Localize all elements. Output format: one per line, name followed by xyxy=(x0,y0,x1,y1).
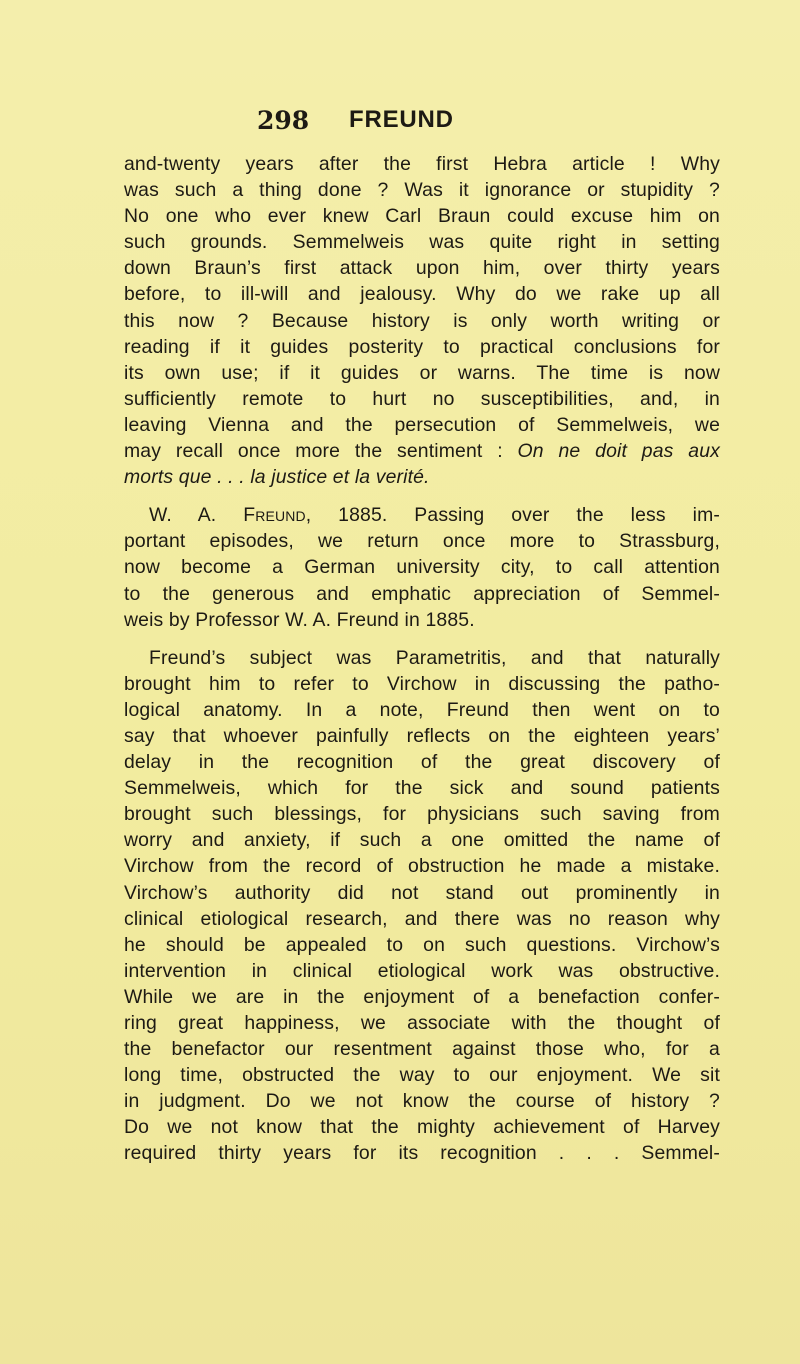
text-line: clinical etiological research, and there was no reason why xyxy=(124,907,720,930)
text-line: portant episodes, we return once more to Strassburg, xyxy=(124,530,720,553)
text-line: delay in the recognition of the great discovery of xyxy=(124,751,720,774)
body-text xyxy=(124,151,720,1167)
paragraph-3 xyxy=(124,645,720,1167)
text-line: reading if it guides posterity to practical conclusions for xyxy=(124,335,720,358)
text-line: this now ? Because history is only worth writing or xyxy=(124,309,720,332)
section-heading: W. A. Freund, 1885. xyxy=(149,504,388,527)
text-line: was such a thing done ? Was it ignorance or stupidity ? xyxy=(124,179,720,202)
text-line: Semmelweis, which for the sick and sound patients xyxy=(124,777,720,800)
text-line: Virchow’s authority did not stand out prominently in xyxy=(124,881,720,904)
text-line: in judgment. Do we not know the course of history ? xyxy=(124,1090,720,1113)
text-line: While we are in the enjoyment of a benefaction confer- xyxy=(124,985,720,1008)
text-line: Freund’s subject was Parametritis, and that naturally xyxy=(149,646,720,669)
text-line: long time, obstructed the way to our enjoyment. We sit xyxy=(124,1064,720,1087)
text-line: worry and anxiety, if such a one omitted the name of xyxy=(124,829,720,852)
text-line: No one who ever knew Carl Braun could excuse him on xyxy=(124,205,720,228)
paragraph-2 xyxy=(124,502,720,632)
french-quote-end: morts que . . . la justice et la verité. xyxy=(124,466,430,489)
text-line: brought such blessings, for physicians such saving from xyxy=(124,803,720,826)
text-line: he should be appealed to on such questions. Virchow’s xyxy=(124,933,720,956)
text-line: to the generous and emphatic appreciation of Semmel- xyxy=(124,582,720,605)
text-fragment: may recall once more the sentiment : xyxy=(124,440,503,463)
text-line: ring great happiness, we associate with the thought of xyxy=(124,1012,720,1034)
paragraph-gap xyxy=(124,490,720,502)
text-line: say that whoever painfully reflects on the eighteen years’ xyxy=(124,724,720,747)
text-line: required thirty years for its recognition . . . Semmel- xyxy=(124,1142,720,1165)
text-line: logical anatomy. In a note, Freund then went on to xyxy=(124,698,720,721)
text-line: before, to ill-will and jealousy. Why do we rake up all xyxy=(124,283,720,306)
text-line: Do we not know that the mighty achievement of Harvey xyxy=(124,1116,720,1139)
text-line-with-quote xyxy=(124,438,720,464)
text-line: Virchow from the record of obstruction he made a mistake. xyxy=(124,855,720,878)
text-line: leaving Vienna and the persecution of Semmelweis, we xyxy=(124,413,720,436)
page-number: 298 xyxy=(257,106,310,135)
text-line: intervention in clinical etiological work was obstructive. xyxy=(124,959,720,982)
text-line: now become a German university city, to call attention xyxy=(124,556,720,579)
text-line: down Braun’s first attack upon him, over thirty years xyxy=(124,257,720,280)
paragraph-gap xyxy=(124,633,720,645)
french-quote-start: On ne doit pas aux xyxy=(517,440,720,463)
paragraph-1 xyxy=(124,151,720,490)
text-fragment: Passing over the less im- xyxy=(414,504,720,527)
page-header xyxy=(0,106,800,146)
text-line: and-twenty years after the first Hebra article ! Why xyxy=(124,153,720,175)
text-line: weis by Professor W. A. Freund in 1885. xyxy=(124,608,475,631)
text-line: such grounds. Semmelweis was quite right in setting xyxy=(124,231,720,254)
text-line: the benefactor our resentment against those who, for a xyxy=(124,1038,720,1061)
text-line: brought him to refer to Virchow in discussing the patho- xyxy=(124,672,720,695)
text-line: its own use; if it guides or warns. The time is now xyxy=(124,361,720,384)
section-heading-line xyxy=(124,502,720,528)
text-line: sufficiently remote to hurt no susceptibilities, and, in xyxy=(124,387,720,410)
running-head: FREUND xyxy=(349,106,454,133)
